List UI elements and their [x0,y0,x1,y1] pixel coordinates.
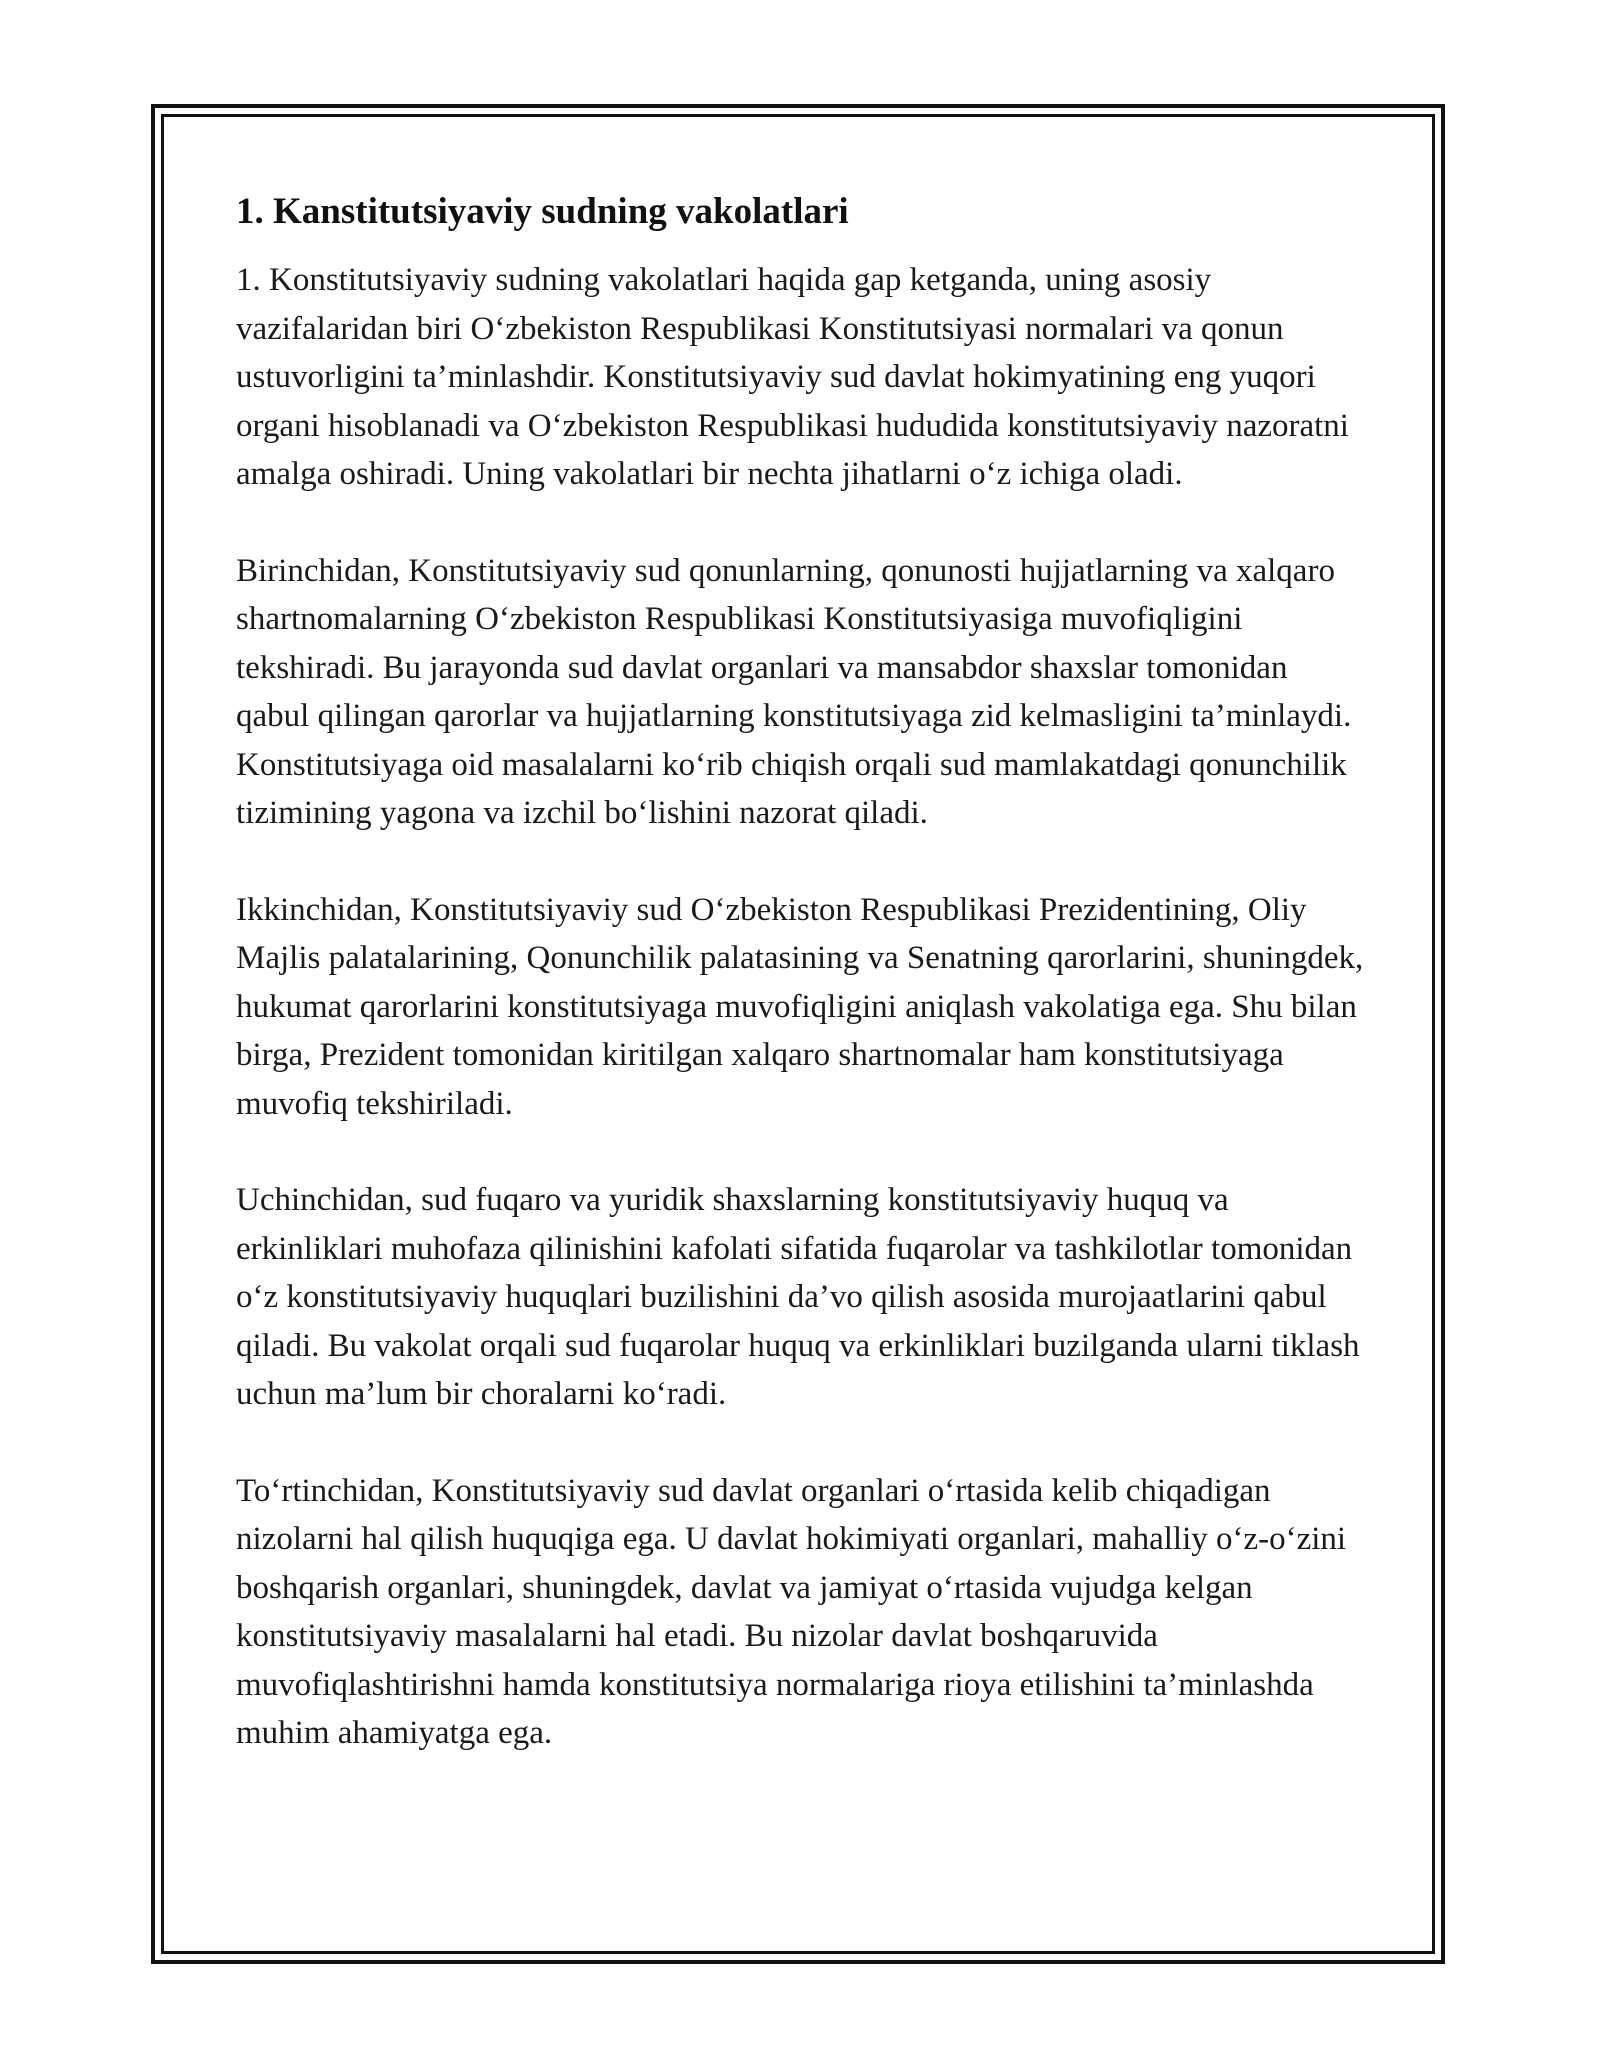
section-title: 1. Kanstitutsiyaviy sudning vakolatlari [236,191,849,232]
document-body [236,188,1366,1806]
paragraph-fourth: To‘rtinchidan, Konstitutsiyaviy sud davlat organlari o‘rtasida kelib chiqadigan nizolarni hal qilish huquqiga ega. U davlat hokimiyati organlari, mahalliy o‘z-o‘zini boshqarish organlari, shuningdek, davlat va jamiyat o‘rtasida vujudga kelgan konstitutsiyaviy masalalarni hal etadi. Bu nizolar davlat boshqaruvida muvofiqlashtirishni hamda konstitutsiya normalariga rioya etilishini ta’minlashda muhim ahamiyatga ega. [236,1472,1347,1751]
paragraph-intro: 1. Konstitutsiyaviy sudning vakolatlari haqida gap ketganda, uning asosiy vazifalaridan biri O‘zbekiston Respublikasi Konstitutsiyasi normalari va qonun ustuvorligini ta’minlashdir. Konstitutsiyaviy sud davlat hokimyatining eng yuqori organi hisoblanadi va O‘zbekiston Respublikasi hududida konstitutsiyaviy nazoratni amalga oshiradi. Uning vakolatlari bir nechta jihatlarni o‘z ichiga oladi. [236,262,1349,492]
paragraph-second: Ikkinchidan, Konstitutsiyaviy sud O‘zbekiston Respublikasi Prezidentining, Oliy Majlis palatalarining, Qonunchilik palatasining va Senatning qarorlarini, shuningdek, hukumat qarorlarini konstitutsiyaga muvofiqligini aniqlash vakolatiga ega. Shu bilan birga, Prezident tomonidan kiritilgan xalqaro shartnomalar ham konstitutsiyaga muvofiq tekshiriladi. [236,891,1364,1122]
paragraph-first: Birinchidan, Konstitutsiyaviy sud qonunlarning, qonunosti hujjatlarning va xalqaro shartnomalarning O‘zbekiston Respublikasi Konstitutsiyasiga muvofiqligini tekshiradi. Bu jarayonda sud davlat organlari va mansabdor shaxslar tomonidan qabul qilingan qarorlar va hujjatlarning konstitutsiyaga zid kelmasligini ta’minlaydi. Konstitutsiyaga oid masalalarni ko‘rib chiqish orqali sud mamlakatdagi qonunchilik tizimining yagona va izchil bo‘lishini nazorat qiladi. [236,552,1352,831]
paragraph-third: Uchinchidan, sud fuqaro va yuridik shaxslarning konstitutsiyaviy huquq va erkinliklari muhofaza qilinishini kafolati sifatida fuqarolar va tashkilotlar tomonidan o‘z konstitutsiyaviy huquqlari buzilishini da’vo qilish asosida murojaatlarini qabul qiladi. Bu vakolat orqali sud fuqarolar huquq va erkinliklari buzilganda ularni tiklash uchun ma’lum bir choralarni ko‘radi. [236,1182,1360,1412]
